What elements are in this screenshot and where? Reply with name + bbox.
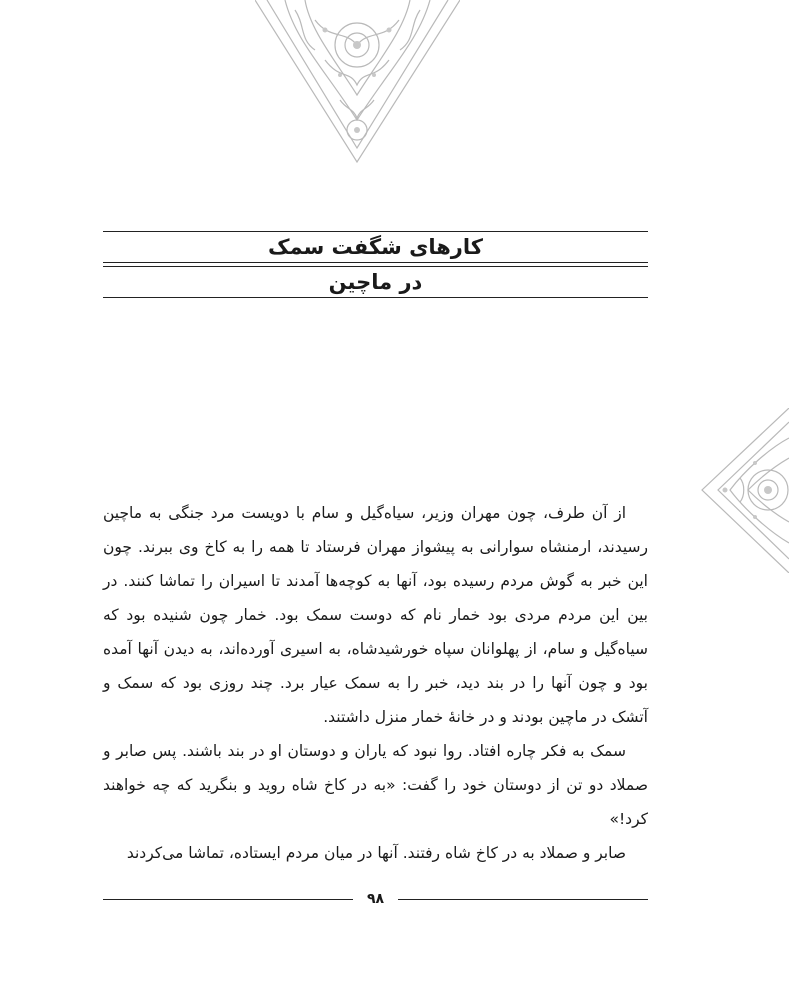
paragraph: سمک به فکر چاره افتاد. روا نبود که یاران و دوستان او در بند باشند. پس صابر و صملاد دو تن از دوستان خود را گفت: «به در کاخ شاه روید و بنگرید که چه خواهند کرد!» (103, 742, 648, 828)
footer-rule-right (398, 899, 648, 900)
page-number: ۹۸ (366, 891, 385, 907)
paragraph: از آن طرف، چون مهران وزیر، سیاه‌گیل و سام با دویست مرد جنگی به ماچین رسیدند، ارمنشاه سوارانی به پیشواز مهران فرستاد تا همه را به کاخ وی ببرند. چون این خبر به گوش مردم رسیده بود، آنها به کوچه‌ها آمدند تا اسیران را تماشا کنند. در بین این مردم مردی بود خمار نام که دوست سمک بود. خمار چون شنیده بود که سیاه‌گیل و سام، از پهلوانان سپاه خورشیدشاه، به اسیری آورده‌اند، به دیدن آنها آمده بود و چون آنها را در بند دید، خبر را به سمک عیار برد. چند روزی بود که سمک و آتشک در ماچین بودند و در خانهٔ خمار منزل داشتند. (103, 504, 648, 726)
chapter-title: کارهای شگفت سمک (268, 235, 483, 259)
chapter-subtitle: در ماچین (328, 270, 423, 294)
top-ornament-icon (255, 0, 460, 165)
chapter-title-block (103, 231, 648, 298)
side-ornament-icon (700, 408, 789, 573)
title-rule-bottom (103, 297, 648, 298)
footer-rule-left (103, 899, 353, 900)
paragraph: صابر و صملاد به در کاخ شاه رفتند. آنها در میان مردم ایستاده، تماشا می‌کردند (126, 844, 626, 862)
body-text (103, 496, 648, 870)
page-footer (103, 887, 648, 911)
